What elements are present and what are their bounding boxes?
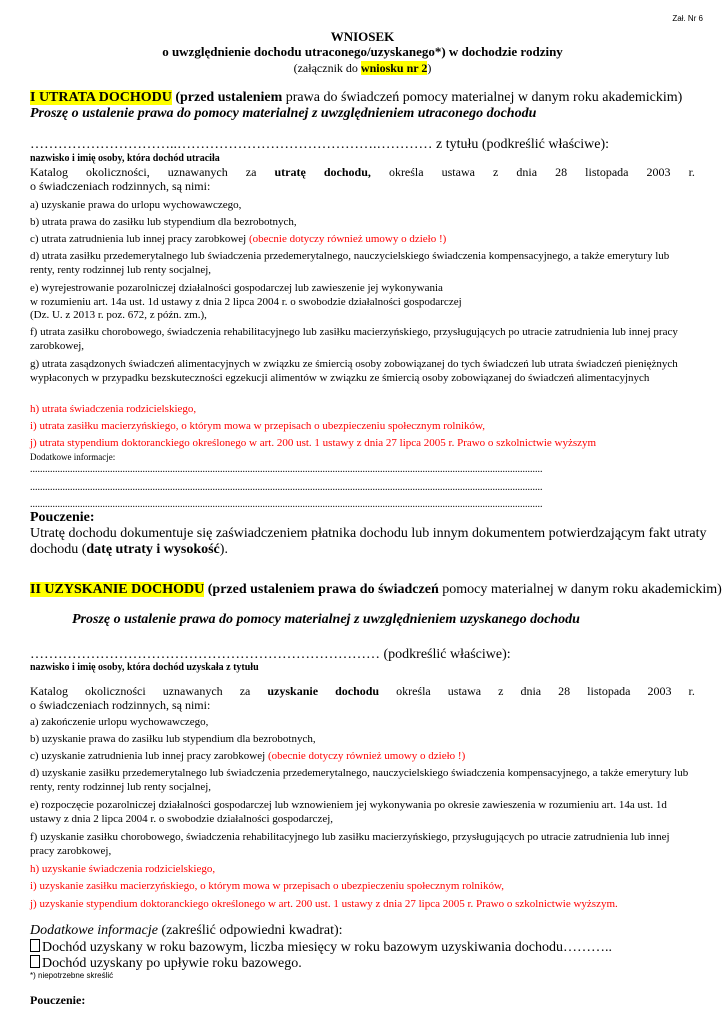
checkbox-icon[interactable] [30, 939, 40, 952]
attachment-number: Zał. Nr 6 [672, 14, 703, 23]
section2-item-f: f) uzyskanie zasiłku chorobowego, świadczenia rehabilitacyjnego lub zasiłku macierzyńskiego, przysługujących po utracie zatrudnienia lub innej pracy zarobkowej, [30, 831, 670, 857]
section2-item-h: h) uzyskanie świadczenia rodzicielskiego, [30, 863, 216, 875]
document-title: WNIOSEK [330, 29, 395, 44]
section1-name-line: …………………………..…………………………………….………… z tytułu (podkreślić właściwe): [30, 137, 610, 152]
section1-dots-3[interactable]: ............................................................................................................................................................................................................. [30, 499, 543, 510]
section2-heading: II UZYSKANIE DOCHODU (przed ustaleniem prawa do świadczeń pomocy materialnej w danym roku akademickim) [30, 582, 722, 597]
section1-item-c: c) utrata zatrudnienia lub innej pracy zarobkowej (obecnie dotyczy również umowy o dzieło !) [30, 233, 447, 245]
footnote: *) niepotrzebne skreślić [30, 971, 114, 980]
section1-item-d: d) utrata zasiłku przedemerytalnego lub świadczenia przedemerytalnego, nauczycielskiego świadczenia kompensacyjnego, a także emerytury lub renty, renty rodzinnej lub renty socjalnej, [30, 250, 670, 276]
section1-request: Proszę o ustalenie prawa do pomocy materialnej z uwzględnieniem utraconego dochodu [30, 106, 537, 121]
section1-pouczenie-title: Pouczenie: [30, 510, 95, 525]
section2-item-i: i) uzyskanie zasiłku macierzyńskiego, o którym mowa w przepisach o ubezpieczeniu społecznym rolników, [30, 880, 504, 892]
section2-item-d: d) uzyskanie zasiłku przedemerytalnego lub świadczenia przedemerytalnego, nauczycielskiego świadczenia kompensacyjnego, a także emerytury lub renty, renty rodzinnej lub renty socjalnej, [30, 767, 689, 793]
section2-name-line: ………………………………………………………………… (podkreślić właściwe): [30, 647, 511, 662]
section2-item-e: e) rozpoczęcie pozarolniczej działalności gospodarczej lub wznowieniem jej wykonywania po okresie zawieszenia w rozumieniu art. 14a ust. 1d ustawy z dnia 2 lipca 2004 r. o swobodzie działalności gospodarczej, [30, 799, 667, 825]
section2-item-b: b) uzyskanie prawa do zasiłku lub stypendium dla bezrobotnych, [30, 733, 316, 745]
section1-name-label: nazwisko i imię osoby, która dochód utraciła [30, 153, 220, 164]
section1-item-a: a) uzyskanie prawa do urlopu wychowawczego, [30, 199, 242, 211]
section2-pouczenie-title: Pouczenie: [30, 993, 86, 1007]
section1-dots-2[interactable]: ............................................................................................................................................................................................................. [30, 482, 543, 493]
section1-dots-1[interactable]: ............................................................................................................................................................................................................. [30, 464, 543, 475]
section1-pouczenie-text2: dochodu (datę utraty i wysokość). [30, 542, 228, 557]
section2-catalog: Katalog okoliczności uznawanych za uzyskanie dochodu określa ustawa z dnia 28 listopada 2003 r. o świadczeniach rodzinnych, są nimi: [30, 684, 695, 712]
attachment-reference: (załącznik do wniosku nr 2) [293, 61, 432, 75]
section1-item-f: f) utrata zasiłku chorobowego, świadczenia rehabilitacyjnego lub zasiłku macierzyńskiego, przysługujących po utracie zatrudnienia lub innej pracy zarobkowej, [30, 326, 678, 352]
section2-item-c: c) uzyskanie zatrudnienia lub innej pracy zarobkowej (obecnie dotyczy również umowy o dzieło !) [30, 750, 466, 762]
checkbox-icon[interactable] [30, 955, 40, 968]
section1-catalog: Katalog okoliczności, uznawanych za utratę dochodu, określa ustawa z dnia 28 listopada 2003 r. o świadczeniach rodzinnych, są nimi: [30, 165, 695, 193]
document-subtitle: o uwzględnienie dochodu utraconego/uzyskanego*) w dochodzie rodziny [162, 44, 563, 59]
section2-extra-label: Dodatkowe informacje (zakreślić odpowiedni kwadrat): [30, 923, 343, 938]
section1-extra-label: Dodatkowe informacje: [30, 452, 116, 462]
section2-name-label: nazwisko i imię osoby, która dochód uzyskała z tytułu [30, 662, 259, 673]
section1-heading: I UTRATA DOCHODU (przed ustaleniem prawa do świadczeń pomocy materialnej w danym roku akademickim) [30, 90, 683, 105]
section1-item-i: i) utrata zasiłku macierzyńskiego, o którym mowa w przepisach o ubezpieczeniu społecznym rolników, [30, 420, 486, 432]
section1-pouczenie-text: Utratę dochodu dokumentuje się zaświadczeniem płatnika dochodu lub innym dokumentem potwierdzającym fakt utraty [30, 526, 707, 541]
section1-item-j: j) utrata stypendium doktoranckiego określonego w art. 200 ust. 1 ustawy z dnia 27 lipca 2005 r. Prawo o szkolnictwie wyższym [30, 437, 597, 449]
section2-item-j: j) uzyskanie stypendium doktoranckiego określonego w art. 200 ust. 1 ustawy z dnia 27 lipca 2005 r. Prawo o szkolnictwie wyższym. [30, 898, 618, 910]
section1-item-g: g) utrata zasądzonych świadczeń alimentacyjnych w związku ze śmiercią osoby zobowiązanej do tych świadczeń lub utrata świadczeń pieniężnych wypłaconych w przypadku bezskuteczności egzekucji alimentów w związku ze śmiercią osoby zobowiązanej do świadczeń alimentacyjnych [30, 358, 678, 384]
section2-option-base-year[interactable]: Dochód uzyskany w roku bazowym, liczba miesięcy w roku bazowym uzyskiwania dochodu……….. [30, 939, 710, 957]
section2-request: Proszę o ustalenie prawa do pomocy materialnej z uwzględnieniem uzyskanego dochodu [72, 612, 580, 627]
section1-item-b: b) utrata prawa do zasiłku lub stypendium dla bezrobotnych, [30, 216, 297, 228]
section2-item-a: a) zakończenie urlopu wychowawczego, [30, 716, 209, 728]
section1-item-e: e) wyrejestrowanie pozarolniczej działalności gospodarczej lub zawieszenie jej wykonywania w rozumieniu art. 14a ust. 1d ustawy z dnia 2 lipca 2004 r. o swobodzie działalności gospodarczej (Dz. U. z 2013 r. poz. 672, z późn. zm.), [30, 282, 462, 321]
section1-item-h: h) utrata świadczenia rodzicielskiego, [30, 403, 197, 415]
section2-option-after-base-year[interactable]: Dochód uzyskany po upływie roku bazowego. [30, 955, 710, 973]
